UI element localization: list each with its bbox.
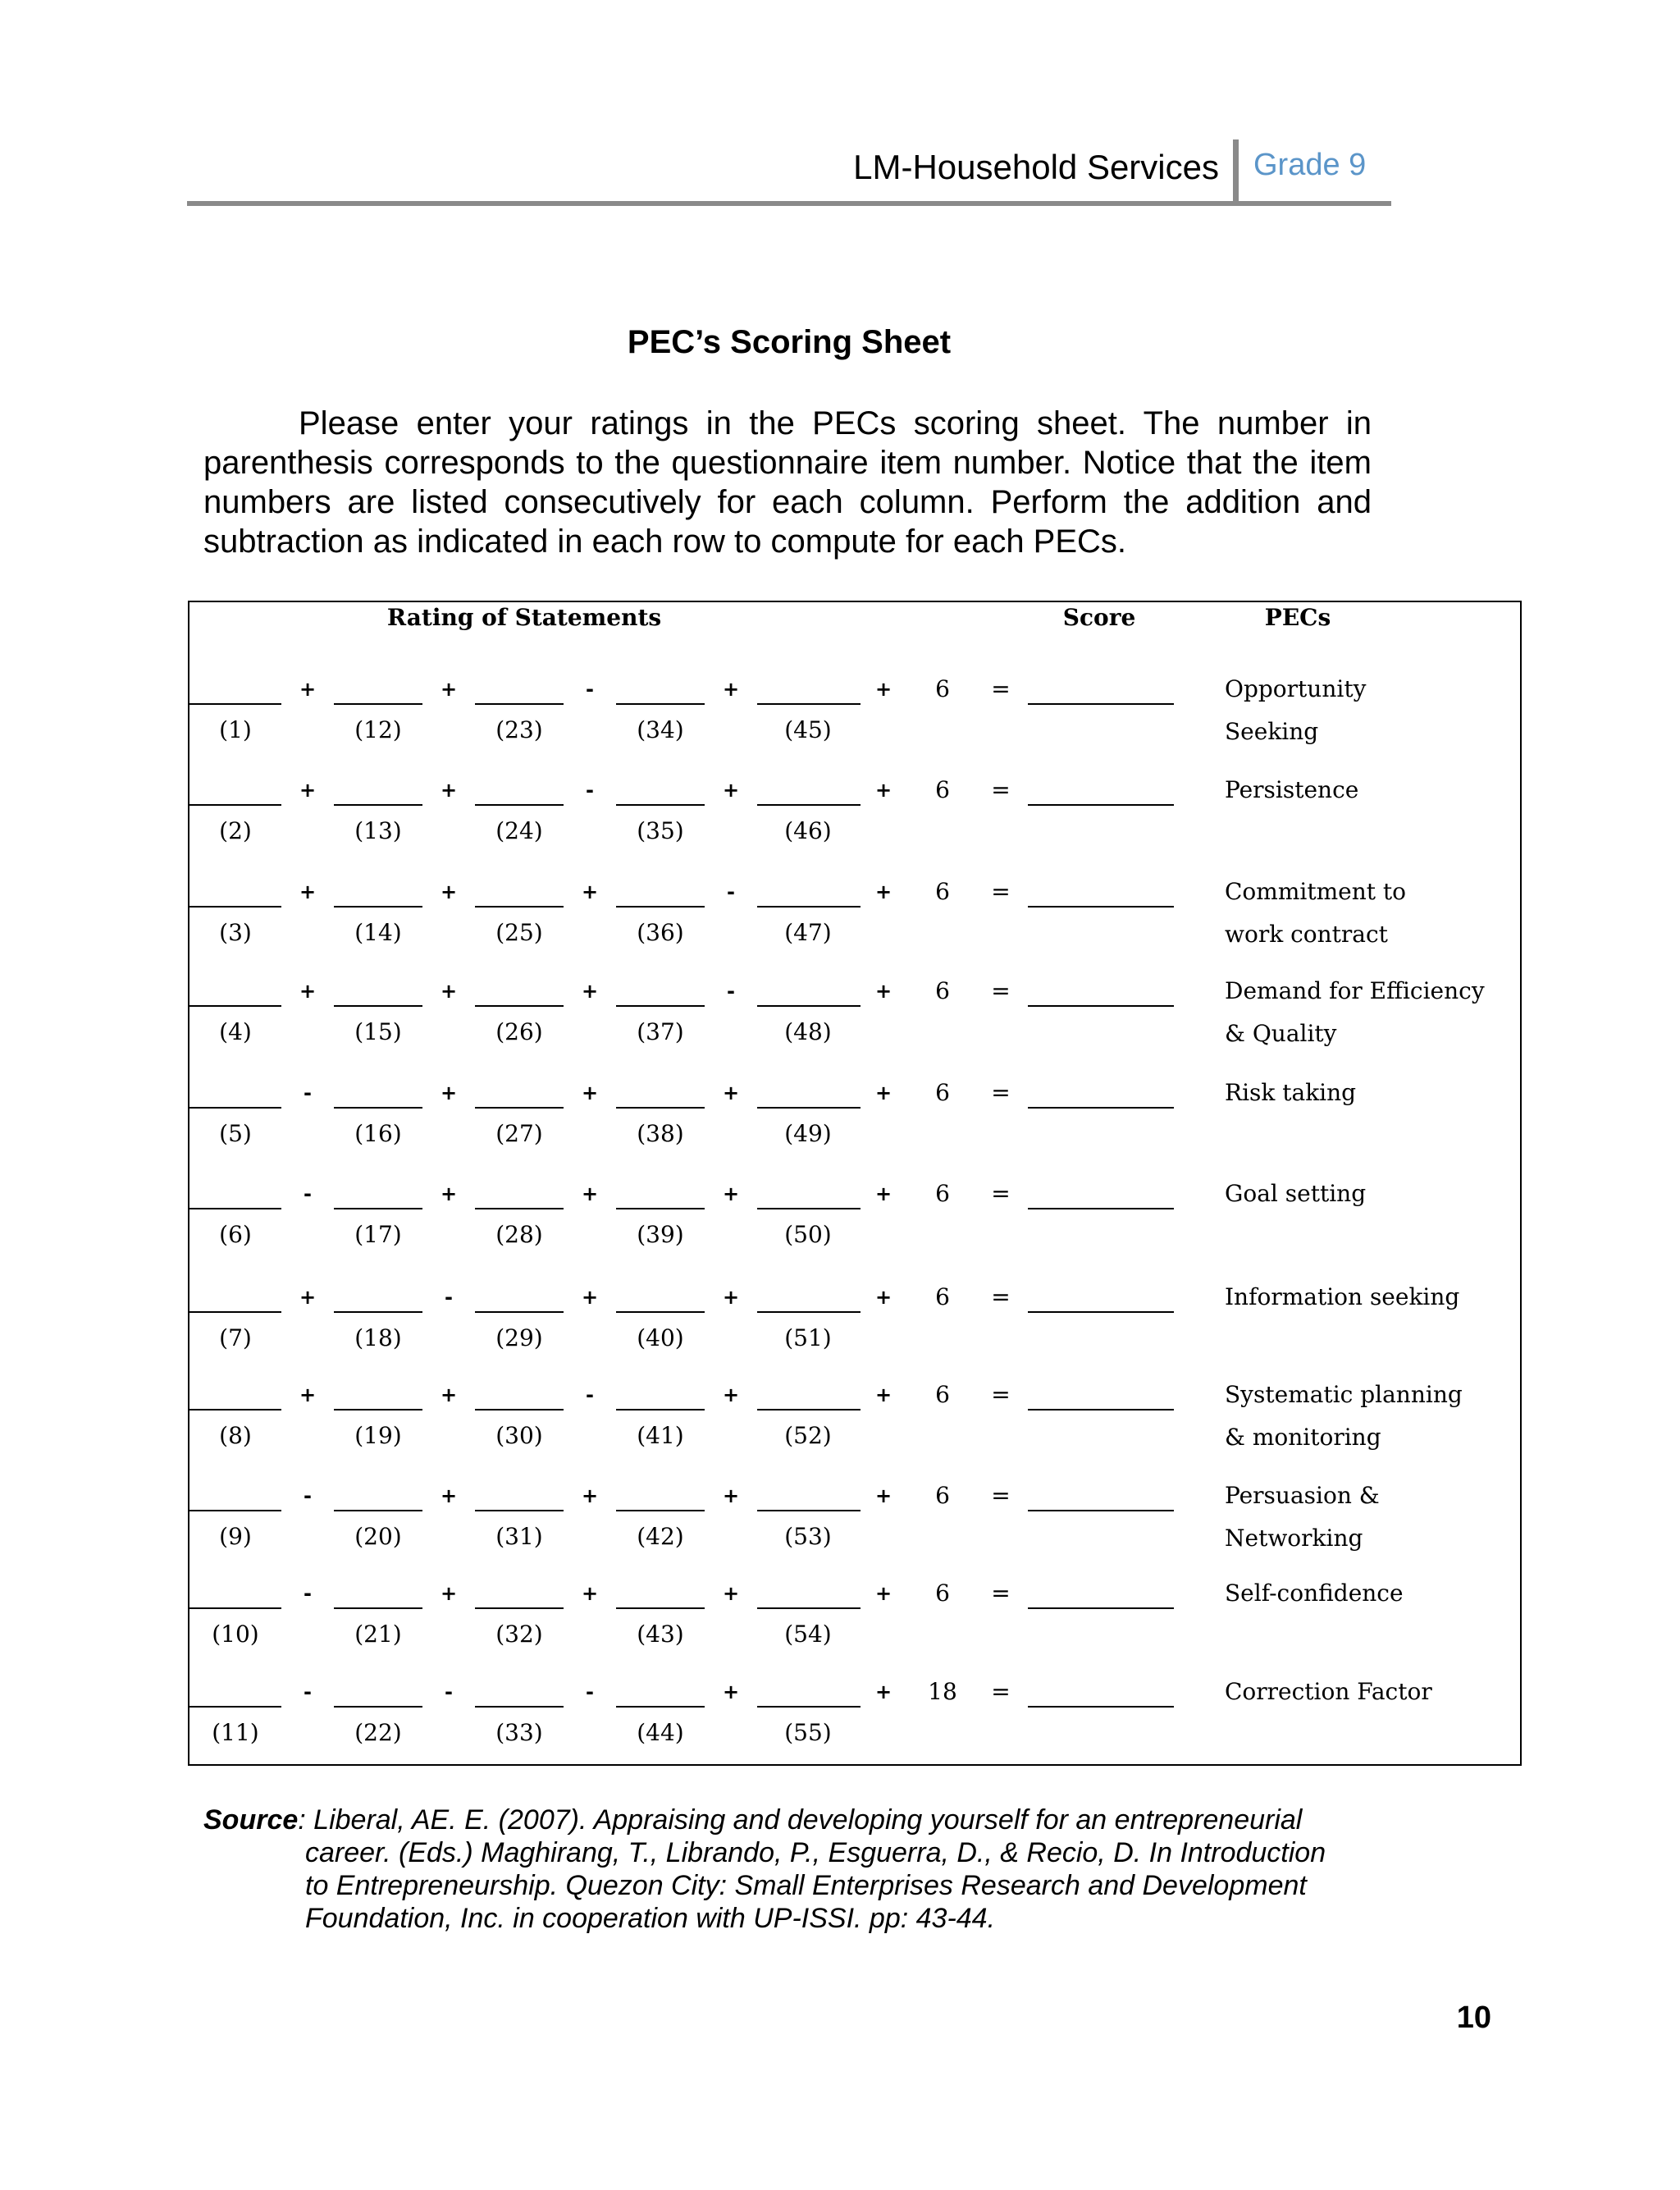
- item-number: (25): [495, 919, 543, 946]
- operator: -: [727, 880, 735, 903]
- operator: -: [304, 1182, 312, 1205]
- item-number: (49): [784, 1120, 832, 1147]
- constant-value: 6: [935, 1381, 950, 1408]
- operator: -: [304, 1582, 312, 1605]
- rating-blank[interactable]: [616, 1706, 705, 1708]
- rating-blank[interactable]: [475, 1607, 564, 1609]
- operator: -: [445, 1680, 453, 1703]
- rating-blank[interactable]: [334, 703, 422, 705]
- pec-label: [1225, 668, 1366, 753]
- equals-sign: =: [991, 1180, 1011, 1207]
- rating-blank[interactable]: [334, 1409, 422, 1410]
- rating-blank[interactable]: [757, 906, 861, 908]
- source-line-1: : Liberal, AE. E. (2007). Appraising and developing yourself for an entrepreneurial: [298, 1804, 1303, 1836]
- pec-label: [1225, 1276, 1459, 1361]
- rating-blank[interactable]: [189, 703, 281, 705]
- rating-blank[interactable]: [616, 1607, 705, 1609]
- item-number: (6): [219, 1221, 252, 1248]
- rating-blank[interactable]: [189, 906, 281, 908]
- pec-label-line: Correction Factor: [1225, 1678, 1432, 1705]
- item-number: (50): [784, 1221, 832, 1248]
- equals-sign: =: [991, 1482, 1011, 1509]
- item-number: (42): [637, 1523, 684, 1550]
- equals-sign: =: [991, 1283, 1011, 1310]
- constant-value: 18: [928, 1678, 957, 1705]
- item-number: (26): [495, 1018, 543, 1045]
- item-number: (31): [495, 1523, 543, 1550]
- operator: -: [586, 678, 594, 701]
- operator: +: [440, 1081, 458, 1104]
- pec-label-line: [1225, 812, 1358, 854]
- operator: +: [874, 678, 892, 701]
- operator: +: [722, 1081, 740, 1104]
- rating-blank[interactable]: [475, 1005, 564, 1007]
- operator: +: [440, 678, 458, 701]
- operator: +: [874, 980, 892, 1003]
- pec-label-line: Risk taking: [1225, 1079, 1357, 1106]
- pec-label-line: Commitment to: [1225, 878, 1407, 905]
- item-number: (33): [495, 1719, 543, 1746]
- operator: +: [874, 1582, 892, 1605]
- operator: +: [722, 1182, 740, 1205]
- item-number: (46): [784, 817, 832, 844]
- rating-blank[interactable]: [616, 1510, 705, 1511]
- operator: +: [581, 1582, 599, 1605]
- equals-sign: =: [991, 1678, 1011, 1705]
- item-number: (37): [637, 1018, 684, 1045]
- operator: -: [304, 1680, 312, 1703]
- pec-label-line: Networking: [1225, 1525, 1363, 1552]
- page-title: PEC’s Scoring Sheet: [627, 324, 952, 360]
- page-number: 10: [1456, 2000, 1491, 2035]
- score-blank[interactable]: [1028, 1005, 1174, 1007]
- rating-blank[interactable]: [616, 703, 705, 705]
- rating-blank[interactable]: [334, 1107, 422, 1109]
- operator: +: [581, 1081, 599, 1104]
- header-separator: [1233, 139, 1239, 204]
- rating-blank[interactable]: [475, 1311, 564, 1313]
- operator: +: [722, 1680, 740, 1703]
- pec-label-line: Self-confidence: [1225, 1580, 1404, 1607]
- pec-label-line: [1225, 1319, 1459, 1361]
- item-number: (40): [637, 1324, 684, 1351]
- item-number: (2): [219, 817, 252, 844]
- operator: -: [445, 1286, 453, 1309]
- operator: +: [299, 779, 317, 802]
- rating-blank[interactable]: [757, 1510, 861, 1511]
- score-blank[interactable]: [1028, 804, 1174, 806]
- rating-blank[interactable]: [616, 1311, 705, 1313]
- item-number: (3): [219, 919, 252, 946]
- rating-blank[interactable]: [189, 1107, 281, 1109]
- pec-label-line: [1225, 1114, 1356, 1157]
- pec-label-line: & Quality: [1225, 1020, 1337, 1047]
- pec-label: [1225, 769, 1358, 854]
- item-number: (5): [219, 1120, 252, 1147]
- operator: -: [304, 1484, 312, 1507]
- score-blank[interactable]: [1028, 703, 1174, 705]
- item-number: (32): [495, 1621, 543, 1648]
- operator: +: [581, 1286, 599, 1309]
- operator: +: [581, 980, 599, 1003]
- operator: +: [874, 779, 892, 802]
- rating-blank[interactable]: [334, 1311, 422, 1313]
- operator: +: [299, 1383, 317, 1406]
- item-number: (39): [637, 1221, 684, 1248]
- source-line-3: to Entrepreneurship. Quezon City: Small Enterprises Research and Development: [305, 1870, 1307, 1901]
- pec-label: [1225, 871, 1406, 956]
- pec-label-line: Persuasion &: [1225, 1482, 1380, 1509]
- rating-blank[interactable]: [189, 1409, 281, 1410]
- operator: -: [304, 1081, 312, 1104]
- pec-label-line: Information seeking: [1225, 1283, 1460, 1310]
- item-number: (22): [354, 1719, 402, 1746]
- item-number: (14): [354, 919, 402, 946]
- pec-label-line: work contract: [1225, 921, 1388, 948]
- rating-blank[interactable]: [189, 1311, 281, 1313]
- item-number: (21): [354, 1621, 402, 1648]
- item-number: (23): [495, 716, 543, 743]
- source-label: Source: [203, 1804, 299, 1836]
- pec-label: [1225, 1671, 1432, 1756]
- rating-blank[interactable]: [757, 1409, 861, 1410]
- constant-value: 6: [935, 1283, 950, 1310]
- operator: -: [586, 779, 594, 802]
- operator: +: [299, 678, 317, 701]
- pec-label-line: Goal setting: [1225, 1180, 1367, 1207]
- intro-paragraph: [203, 404, 1372, 561]
- pec-label-line: Demand for Efficiency: [1225, 977, 1485, 1004]
- rating-blank[interactable]: [757, 1005, 861, 1007]
- item-number: (53): [784, 1523, 832, 1550]
- item-number: (9): [219, 1523, 252, 1550]
- item-number: (36): [637, 919, 684, 946]
- item-number: (20): [354, 1523, 402, 1550]
- operator: +: [874, 880, 892, 903]
- header-grade: Grade 9: [1253, 148, 1367, 182]
- item-number: (45): [784, 716, 832, 743]
- rating-blank[interactable]: [757, 1706, 861, 1708]
- pec-label: [1225, 1173, 1366, 1258]
- operator: +: [722, 1383, 740, 1406]
- rating-blank[interactable]: [616, 804, 705, 806]
- operator: +: [874, 1081, 892, 1104]
- operator: +: [874, 1484, 892, 1507]
- item-number: (51): [784, 1324, 832, 1351]
- pec-label: [1225, 1374, 1463, 1459]
- constant-value: 6: [935, 878, 950, 905]
- item-number: (43): [637, 1621, 684, 1648]
- operator: -: [586, 1383, 594, 1406]
- rating-blank[interactable]: [616, 906, 705, 908]
- item-number: (4): [219, 1018, 252, 1045]
- rating-blank[interactable]: [189, 1208, 281, 1209]
- equals-sign: =: [991, 1079, 1011, 1106]
- rating-blank[interactable]: [475, 1510, 564, 1511]
- item-number: (11): [212, 1719, 259, 1746]
- operator: -: [586, 1680, 594, 1703]
- score-blank[interactable]: [1028, 1208, 1174, 1209]
- pec-label-line: Persistence: [1225, 776, 1359, 803]
- constant-value: 6: [935, 675, 950, 702]
- operator: +: [440, 1182, 458, 1205]
- source-line-4: Foundation, Inc. in cooperation with UP-ISSI. pp: 43-44.: [305, 1903, 996, 1934]
- item-number: (8): [219, 1422, 252, 1449]
- item-number: (41): [637, 1422, 684, 1449]
- constant-value: 6: [935, 1180, 950, 1207]
- rating-blank[interactable]: [334, 1510, 422, 1511]
- equals-sign: =: [991, 675, 1011, 702]
- score-blank[interactable]: [1028, 906, 1174, 908]
- operator: +: [581, 1484, 599, 1507]
- pec-label: [1225, 1474, 1380, 1560]
- rating-blank[interactable]: [334, 1607, 422, 1609]
- rating-blank[interactable]: [334, 1005, 422, 1007]
- rating-blank[interactable]: [616, 1107, 705, 1109]
- item-number: (7): [219, 1324, 252, 1351]
- equals-sign: =: [991, 977, 1011, 1004]
- rating-blank[interactable]: [334, 1706, 422, 1708]
- rating-blank[interactable]: [757, 1107, 861, 1109]
- pec-label: [1225, 970, 1485, 1055]
- rating-blank[interactable]: [334, 906, 422, 908]
- equals-sign: =: [991, 1381, 1011, 1408]
- item-number: (17): [354, 1221, 402, 1248]
- score-blank[interactable]: [1028, 1510, 1174, 1511]
- rating-blank[interactable]: [334, 804, 422, 806]
- operator: +: [440, 779, 458, 802]
- rating-blank[interactable]: [757, 804, 861, 806]
- rating-blank[interactable]: [757, 1208, 861, 1209]
- pec-label-line: & monitoring: [1225, 1424, 1381, 1451]
- header-score: Score: [1062, 604, 1136, 631]
- rating-blank[interactable]: [189, 1510, 281, 1511]
- operator: +: [440, 1484, 458, 1507]
- pec-label: [1225, 1572, 1404, 1657]
- item-number: (52): [784, 1422, 832, 1449]
- operator: +: [299, 1286, 317, 1309]
- header-rating: Rating of Statements: [386, 604, 662, 631]
- operator: +: [440, 980, 458, 1003]
- operator: +: [722, 779, 740, 802]
- item-number: (19): [354, 1422, 402, 1449]
- item-number: (16): [354, 1120, 402, 1147]
- source-line-2: career. (Eds.) Maghirang, T., Librando, P., Esguerra, D., & Recio, D. In Introduction: [305, 1837, 1326, 1868]
- item-number: (55): [784, 1719, 832, 1746]
- operator: -: [727, 980, 735, 1003]
- item-number: (54): [784, 1621, 832, 1648]
- operator: +: [722, 1484, 740, 1507]
- score-blank[interactable]: [1028, 1107, 1174, 1109]
- operator: +: [299, 880, 317, 903]
- header-pecs: PECs: [1264, 604, 1331, 631]
- operator: +: [874, 1680, 892, 1703]
- item-number: (48): [784, 1018, 832, 1045]
- rating-blank[interactable]: [757, 1311, 861, 1313]
- header-subject: LM-Household Services: [853, 148, 1219, 186]
- rating-blank[interactable]: [475, 1706, 564, 1708]
- pec-label-line: Systematic planning: [1225, 1381, 1463, 1408]
- rating-blank[interactable]: [189, 1607, 281, 1609]
- item-number: (47): [784, 919, 832, 946]
- rating-blank[interactable]: [757, 703, 861, 705]
- constant-value: 6: [935, 1079, 950, 1106]
- rating-blank[interactable]: [189, 1706, 281, 1708]
- rating-blank[interactable]: [334, 1208, 422, 1209]
- item-number: (28): [495, 1221, 543, 1248]
- pec-label: [1225, 1072, 1356, 1157]
- item-number: (13): [354, 817, 402, 844]
- item-number: (15): [354, 1018, 402, 1045]
- rating-blank[interactable]: [475, 703, 564, 705]
- pec-label-line: [1225, 1615, 1404, 1657]
- equals-sign: =: [991, 1580, 1011, 1607]
- score-blank[interactable]: [1028, 1706, 1174, 1708]
- item-number: (1): [219, 716, 252, 743]
- item-number: (38): [637, 1120, 684, 1147]
- equals-sign: =: [991, 878, 1011, 905]
- item-number: (30): [495, 1422, 543, 1449]
- constant-value: 6: [935, 977, 950, 1004]
- item-number: (35): [637, 817, 684, 844]
- constant-value: 6: [935, 1580, 950, 1607]
- operator: +: [874, 1286, 892, 1309]
- rating-blank[interactable]: [757, 1607, 861, 1609]
- operator: +: [440, 880, 458, 903]
- operator: +: [581, 1182, 599, 1205]
- rating-blank[interactable]: [189, 804, 281, 806]
- operator: +: [722, 1286, 740, 1309]
- constant-value: 6: [935, 776, 950, 803]
- rating-blank[interactable]: [475, 906, 564, 908]
- item-number: (12): [354, 716, 402, 743]
- equals-sign: =: [991, 776, 1011, 803]
- scoring-table: [188, 601, 1522, 1766]
- rating-blank[interactable]: [189, 1005, 281, 1007]
- rating-blank[interactable]: [616, 1208, 705, 1209]
- rating-blank[interactable]: [475, 1208, 564, 1209]
- constant-value: 6: [935, 1482, 950, 1509]
- operator: +: [874, 1182, 892, 1205]
- item-number: (29): [495, 1324, 543, 1351]
- score-blank[interactable]: [1028, 1311, 1174, 1313]
- score-blank[interactable]: [1028, 1607, 1174, 1609]
- operator: +: [874, 1383, 892, 1406]
- item-number: (18): [354, 1324, 402, 1351]
- pec-label-line: Opportunity: [1225, 675, 1367, 702]
- source-citation: [203, 1804, 1385, 1935]
- rating-blank[interactable]: [475, 804, 564, 806]
- item-number: (24): [495, 817, 543, 844]
- rating-blank[interactable]: [475, 1107, 564, 1109]
- pec-label-line: Seeking: [1225, 718, 1319, 745]
- operator: +: [440, 1383, 458, 1406]
- operator: +: [722, 678, 740, 701]
- rating-blank[interactable]: [616, 1005, 705, 1007]
- pec-label-line: [1225, 1713, 1432, 1756]
- item-number: (10): [212, 1621, 259, 1648]
- score-row: [189, 1678, 1520, 1808]
- item-number: (27): [495, 1120, 543, 1147]
- item-number: (34): [637, 716, 684, 743]
- score-blank[interactable]: [1028, 1409, 1174, 1410]
- rating-blank[interactable]: [475, 1409, 564, 1410]
- operator: +: [440, 1582, 458, 1605]
- operator: +: [722, 1582, 740, 1605]
- intro-text: Please enter your ratings in the PECs scoring sheet. The number in parenthesis corresponds to the questionnaire item number. Notice that the item numbers are listed consecutively for each column. Perform the addition and subtraction as indicated in each row to compute for each PECs.: [203, 405, 1372, 560]
- pec-label-line: [1225, 1215, 1366, 1258]
- operator: +: [581, 880, 599, 903]
- item-number: (44): [637, 1719, 684, 1746]
- operator: +: [299, 980, 317, 1003]
- header-rule: [187, 201, 1391, 206]
- rating-blank[interactable]: [616, 1409, 705, 1410]
